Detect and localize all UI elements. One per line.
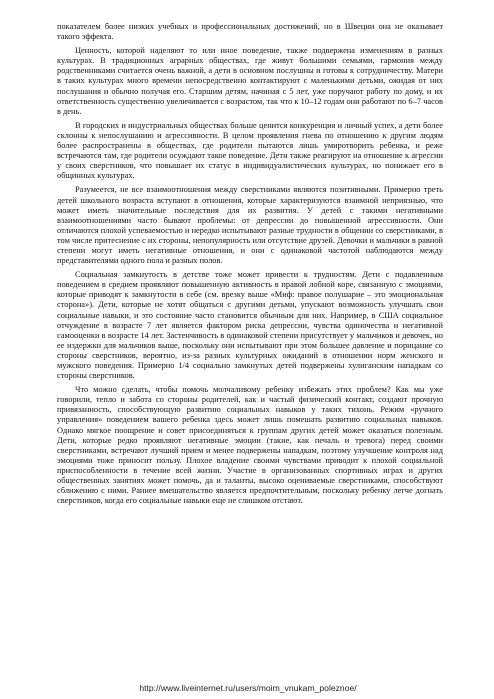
paragraph: Что можно сделать, чтобы помочь молчаливому ребенку избежать этих проблем? Как мы уже говорили, тепло и забота со стороны родителей, как и частый физический контакт, создают прочную привязанность, способствующую развитию социальных навыков у таких тихонь. Режим «ручного управления» поведением вашего ребенка здесь может лишь помешать развитию социальных навыков. Однако мягкое поощрение и совет присоединяться к группам других детей может оказаться полезным. Дети, которые редко проявляют негативные эмоции (такие, как печаль и тревога) перед своими сверстниками, встречают лучший прием и менее подвержены нападкам, поэтому улучшение контроля над эмоциями тоже приносит пользу. Плохое владение своими чувствами приводит к плохой социальной приспособленности в течение всей жизни. Участие в организованных спортивных играх и других общественных занятиях может помочь, да и таланты, высоко оцениваемые сверстниками, способствуют сближению с ними. Раннее вмешательство является предпочтительным, поскольку ребенку легче догнать сверстников, когда его социальные навыки еще не слишком отстают. <box>57 385 443 506</box>
paragraph: Разумеется, не все взаимоотношения между сверстниками являются позитивными. Примерно треть детей школьного возраста вступают в отношения, которые характеризуются взаимной неприязнью, что может иметь значительные последствия для их развития. У детей с такими негативными взаимоотношениями часто бывают проблемы: от депрессии до повышенной агрессивности. Они отличаются плохой успеваемостью и нередко испытывают разные трудности в общении со сверстниками, в том числе притеснение с их стороны, непопулярность или отсутствие друзей. Девочки и мальчики в равной степени могут иметь негативные отношения, и они с одинаковой частотой наблюдаются между представителями одного пола и разных полов. <box>57 185 443 266</box>
paragraph: В городских и индустриальных обществах больше ценится конкуренция и личный успех, а дети более склонны к непослушанию и агрессивности. В целом проявления гнева по отношению к другим людям более распространены в обществах, где родители пытаются лишь умиротворить ребенка, и реже встречаются там, где родители осуждают такое поведение. Дети также реагируют на отношение к агрессии у своих сверстников, что повышает их статус в индивидуалистических культурах, но понижает его в общинных культурах. <box>57 120 443 181</box>
paragraph: Ценность, которой наделяют то или иное поведение, также подвержена изменениям в разных культурах. В традиционных аграрных обществах, где живут большими семьями, гармония между родственниками считается очень важной, а дети в основном послушны и готовы к сотрудничеству. Матери в таких культурах много времени непосредственно контактируют с маленькими детьми, ожидая от них послушания и обычно получая его. Старшим детям, начиная с 5 лет, уже поручают работу по дому, и их ответственность существенно увеличивается с возрастом, так что к 10–12 годам они работают по 6–7 часов в день. <box>57 46 443 116</box>
document-body <box>57 22 443 510</box>
paragraph: Социальная замкнутость в детстве тоже может привести к трудностям. Дети с подавленным поведением в среднем проявляют повышенную активность в правой лобной коре, связанную с эмоциями, которые приводят к замкнутости в себе (см. врезку выше «Миф: правое полушарие – это эмоциональная сторона»). Дети, которые не хотят общаться с другими детьми, упускают возможность улучшать свои социальные навыки, и это состояние часто становится обычным для них. Например, в США социальное отчуждение в возрасте 7 лет является фактором риска депрессии, чувства одиночества и негативной самооценки в возрасте 14 лет. Застенчивость в одинаковой степени присутствует у мальчиков и девочек, но ее издержки для мальчиков выше, поскольку они испытывают при этом большее давление и порицание со стороны сверстников, вероятно, из-за разных культурных ожиданий в отношении норм женского и мужского поведения. Примерно 1/4 социально замкнутых детей подвержены хулиганским нападкам со стороны сверстников. <box>57 270 443 381</box>
footer-url: http://www.liveinternet.ru/users/moim_vnukam_poleznoe/ <box>139 683 357 693</box>
paragraph: показателем более низких учебных и профессиональных достижений, но в Швеции она не оказывает такого эффекта. <box>57 22 443 42</box>
